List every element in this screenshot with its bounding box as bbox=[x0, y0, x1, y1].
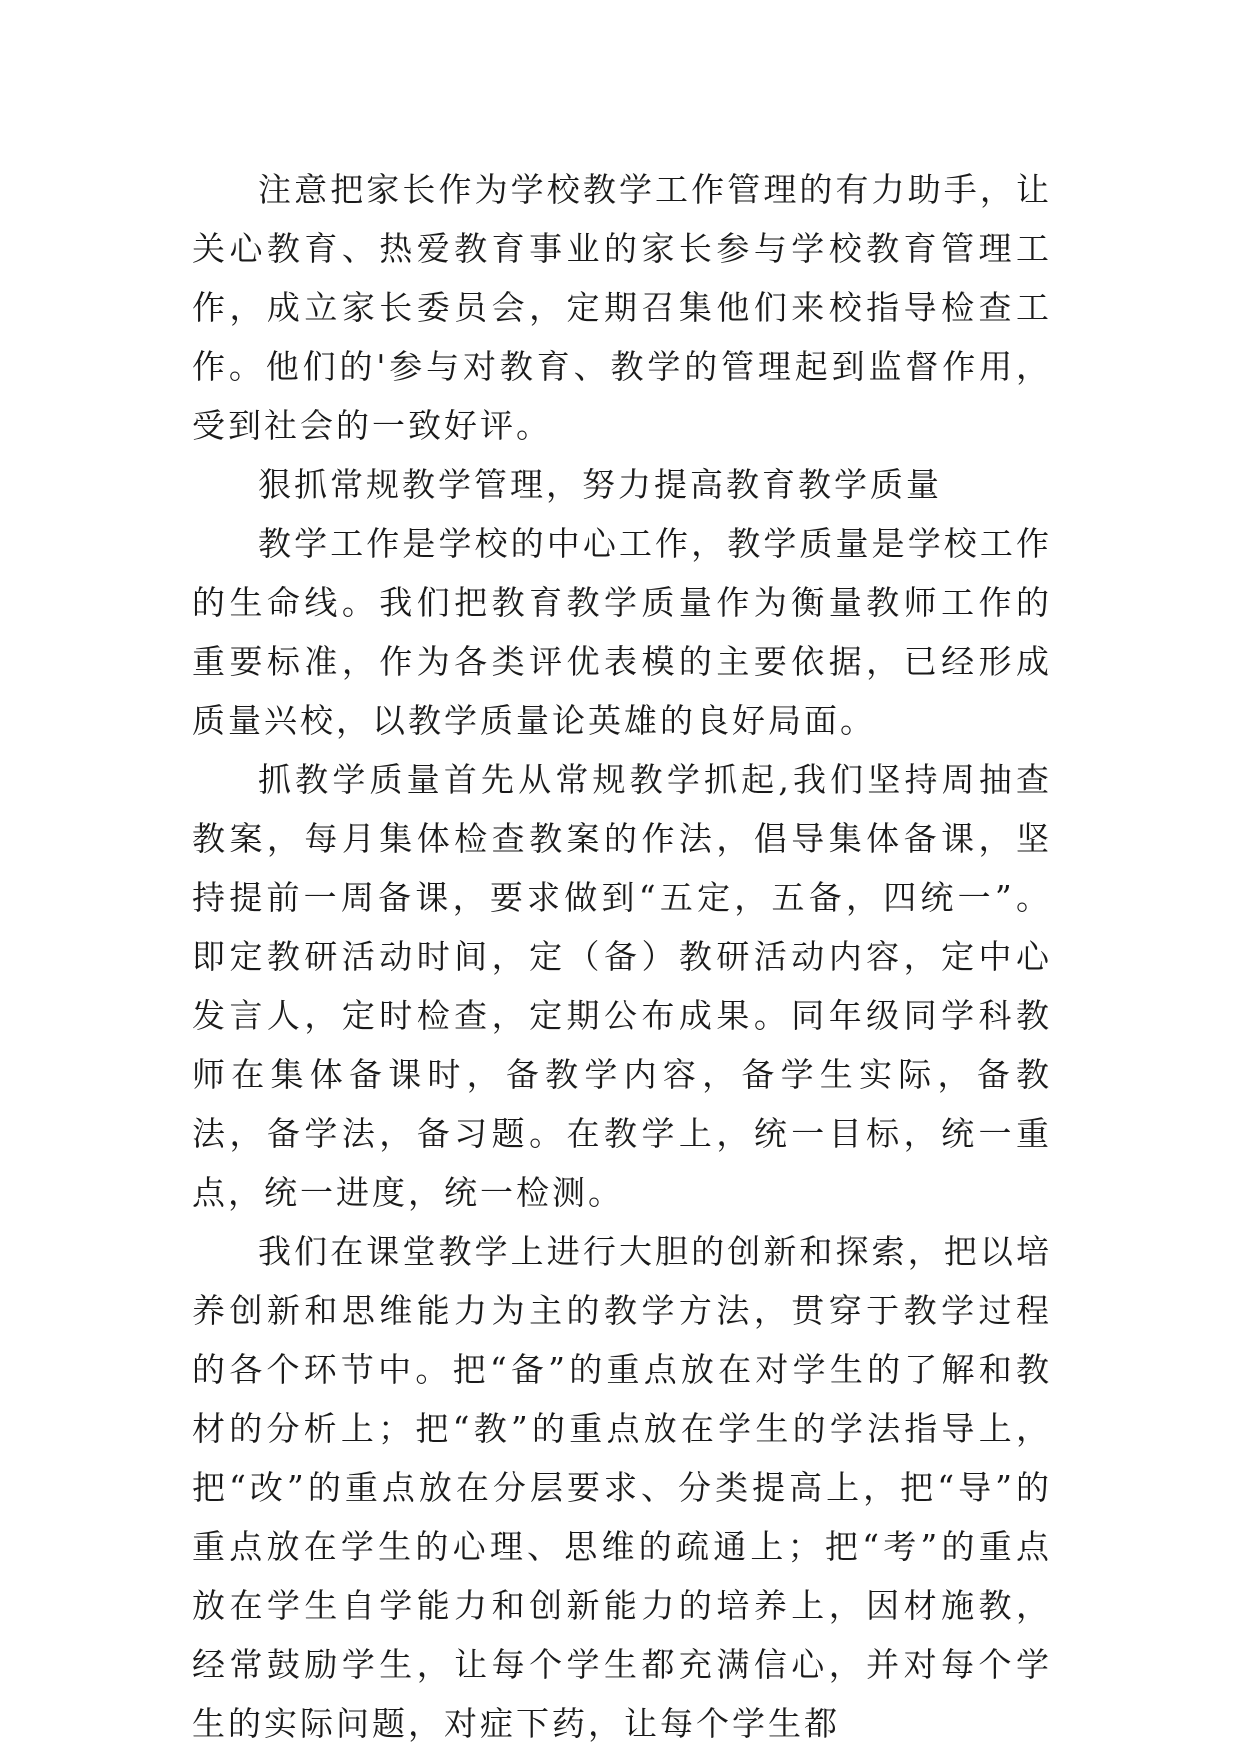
section-heading-teaching-management: 狠抓常规教学管理，努力提高教育教学质量 bbox=[258, 465, 942, 504]
paragraph-classroom-innovation: 我们在课堂教学上进行大胆的创新和探索，把以培养创新和思维能力为主的教学方法，贯穿于教学过程的各个环节中。把“备”的重点放在对学生的了解和教材的分析上；把“教”的重点放在学生的学法指导上，把“改”的重点放在分层要求、分类提高上，把“导”的重点放在学生的心理、思维的疏通上；把“考”的重点放在学生自学能力和创新能力的培养上，因材施教，经常鼓励学生，让每个学生都充满信心，并对每个学生的实际问题，对症下药，让每个学生都 bbox=[192, 1232, 1052, 1743]
paragraph-teaching-quality: 教学工作是学校的中心工作，教学质量是学校工作的生命线。我们把教育教学质量作为衡量教师工作的重要标准，作为各类评优表模的主要依据，已经形成质量兴校，以教学质量论英雄的良好局面。 bbox=[192, 524, 1052, 740]
paragraph-lesson-preparation: 抓教学质量首先从常规教学抓起,我们坚持周抽查教案，每月集体检查教案的作法，倡导集体备课，坚持提前一周备课，要求做到“五定，五备，四统一”。即定教研活动时间，定（备）教研活动内容，定中心发言人，定时检查，定期公布成果。同年级同学科教师在集体备课时，备教学内容，备学生实际，备教法，备学法，备习题。在教学上，统一目标，统一重点，统一进度，统一检测。 bbox=[192, 760, 1052, 1212]
document-body bbox=[192, 160, 1052, 1753]
paragraph-parent-involvement: 注意把家长作为学校教学工作管理的有力助手，让关心教育、热爱教育事业的家长参与学校教育管理工作，成立家长委员会，定期召集他们来校指导检查工作。他们的'参与对教育、教学的管理起到监督作用，受到社会的一致好评。 bbox=[192, 170, 1052, 445]
